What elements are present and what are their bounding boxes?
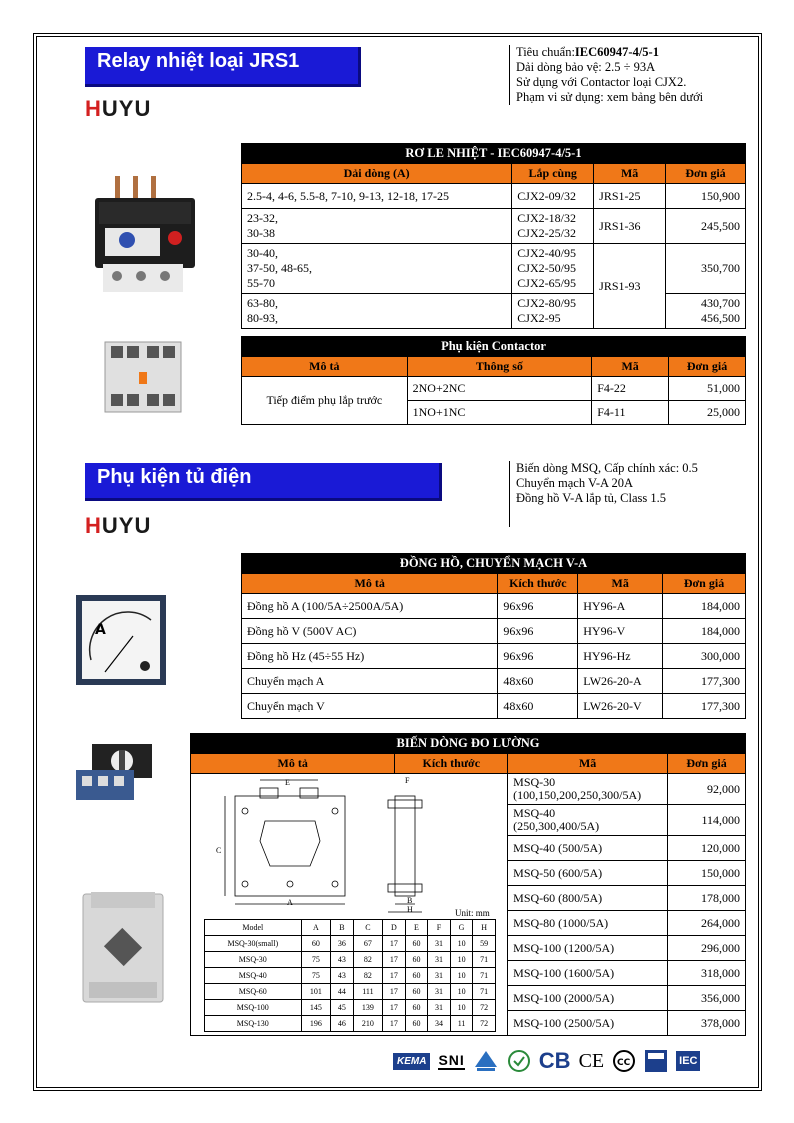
drawing-letter: H xyxy=(407,905,413,914)
meter-table: ĐỒNG HỒ, CHUYỂN MẠCH V-A Mô tả Kích thước Mã Đơn giá Đồng hồ A (100/5A÷2500A/5A) 96x96 HY96-A 184,000 Đồng hồ V (500V AC) 96x96 HY96-V 184,000 Đồng hồ Hz (45÷55 Hz) 96x96 HY96-Hz 300,000 Chuyển mạch A 48x60 LW26-20-A 177,300 Chuyển mạch V 48x60 LW26-20-V 177,300 xyxy=(241,553,746,719)
relay-info: Tiêu chuẩn:IEC60947-4/5-1 Dải dòng bảo vệ: 2.5 ÷ 93A Sử dụng với Contactor loại CJX2. Phạm vi sử dụng: xem bảng bên dưới xyxy=(509,45,749,105)
sni-logo: SNI xyxy=(438,1052,465,1068)
table-row: Chuyển mạch V 48x60 LW26-20-V 177,300 xyxy=(242,694,746,719)
table-row: Chuyển mạch A 48x60 LW26-20-A 177,300 xyxy=(242,669,746,694)
table-row: 30-40, 37-50, 48-65, 55-70 CJX2-40/95 CJX2-50/95 CJX2-65/95 JRS1-93 350,700 xyxy=(242,244,746,294)
drawing-letter: E xyxy=(285,778,290,787)
table-row: MSQ-100 (2500/5A) 378,000 xyxy=(191,1011,746,1036)
accessory-table: Phụ kiện Contactor Mô tả Thông số Mã Đơn giá Tiếp điểm phụ lắp trước 2NO+2NC F4-22 51,000 1NO+1NC F4-11 25,000 xyxy=(241,336,746,425)
ct-table-title: BIẾN DÒNG ĐO LƯỜNG xyxy=(191,734,746,754)
table-row: MSQ-30(small) 60 36 67 17 60 31 10 59 xyxy=(205,936,496,952)
table-row: 2.5-4, 4-6, 5.5-8, 7-10, 9-13, 12-18, 17-25 CJX2-09/32 JRS1-25 150,900 xyxy=(242,184,746,209)
ce-logo: CE xyxy=(578,1049,605,1072)
table-row: MSQ-100 (1600/5A) 318,000 xyxy=(191,961,746,986)
tuv-logo xyxy=(473,1049,499,1073)
col-fit-header: Lắp cùng xyxy=(512,164,594,184)
huyu-logo: HUYU xyxy=(85,513,152,538)
ct-dimensions-table: Model A B C D E F G H MSQ-30(small) 60 36 67 17 60 31 10 59 MSQ-30 75 43 82 17 60 31 10 71 MSQ-40 75 43 82 17 60 31 10 71 MSQ-60 101 44 111 17 60 31 10 71 MSQ-100 145 45 139 17 60 31 10 72 MSQ-130 196 46 210 17 60 34 11 72 xyxy=(204,919,496,1032)
table-row: MSQ-80 (1000/5A) 264,000 xyxy=(191,911,746,936)
ammeter-photo xyxy=(75,594,167,686)
relay-table xyxy=(241,143,746,329)
table-row: MSQ-40 (500/5A) 120,000 xyxy=(191,836,746,861)
selector-switch-photo xyxy=(72,740,156,804)
unit-label: Unit: mm xyxy=(455,908,490,918)
relay-banner: Relay nhiệt loại JRS1 xyxy=(85,47,361,87)
certification-logos xyxy=(393,1047,700,1075)
drawing-letter: B xyxy=(407,896,413,905)
table-row: MSQ-60 (800/5A) 178,000 xyxy=(191,886,746,911)
table-row: Đồng hồ A (100/5A÷2500A/5A) 96x96 HY96-A 184,000 xyxy=(242,594,746,619)
accessories-banner: Phụ kiện tủ điện xyxy=(85,463,442,501)
accessory-table-title: Phụ kiện Contactor xyxy=(242,337,746,357)
iecee-logo xyxy=(644,1049,668,1073)
table-row: MSQ-60 101 44 111 17 60 31 10 71 xyxy=(205,984,496,1000)
table-row: MSQ-130 196 46 210 17 60 34 11 72 xyxy=(205,1016,496,1032)
table-row: MSQ-100 (1200/5A) 296,000 xyxy=(191,936,746,961)
huyu-logo: HUYU xyxy=(85,96,152,121)
ct-technical-drawing xyxy=(200,776,500,916)
meter-table-title: ĐỒNG HỒ, CHUYỂN MẠCH V-A xyxy=(242,554,746,574)
svg-text:CC: CC xyxy=(617,1058,631,1068)
svg-text:A: A xyxy=(95,622,106,638)
table-row: MSQ-50 (600/5A) 150,000 xyxy=(191,861,746,886)
accessories-info: Biến dòng MSQ, Cấp chính xác: 0.5 Chuyển mạch V-A 20A Đồng hồ V-A lắp tủ, Class 1.5 xyxy=(509,461,749,527)
thermal-relay-photo xyxy=(85,176,210,294)
table-row: MSQ-40 75 43 82 17 60 31 10 71 xyxy=(205,968,496,984)
table-row: MSQ-30 75 43 82 17 60 31 10 71 xyxy=(205,952,496,968)
table-row: 23-32, 30-38 CJX2-18/32 CJX2-25/32 JRS1-36 245,500 xyxy=(242,209,746,244)
drawing-letter: A xyxy=(287,898,293,907)
table-row: Đồng hồ Hz (45÷55 Hz) 96x96 HY96-Hz 300,000 xyxy=(242,644,746,669)
cb-logo: CB xyxy=(538,1048,571,1073)
drawing-letter: C xyxy=(216,846,222,855)
table-row: Đồng hồ V (500V AC) 96x96 HY96-V 184,000 xyxy=(242,619,746,644)
table-row: MSQ-100 145 45 139 17 60 31 10 72 xyxy=(205,1000,496,1016)
kema-logo: KEMA xyxy=(393,1053,430,1070)
ct-table: BIẾN DÒNG ĐO LƯỜNG Mô tả Kích thước Mã Đơn giá MSQ-30 (100,150,200,250,300/5A) 92,000 MSQ-40 (250,300,400/5A) 114,000 MSQ-40 (500/5A) 120,000 MSQ-50 (600/5A) 150,000 MSQ-60 (800/5A) 178,000 MSQ-80 (1000/5A) 264,000 MSQ-100 (1200/5A) 296,000 MSQ-100 (1600/5A) 318,000 MSQ-100 (2000/5A) 356,000 MSQ-100 (2500/5A) 378,000 xyxy=(190,733,746,1036)
col-range-header: Dải dòng (A) xyxy=(242,164,512,184)
ccc-logo xyxy=(612,1049,636,1073)
drawing-letter: F xyxy=(405,776,410,785)
iec-logo: IEC xyxy=(676,1051,700,1071)
table-row: MSQ-40 (250,300,400/5A) 114,000 xyxy=(191,805,746,836)
table-row: 1NO+1NC F4-11 25,000 xyxy=(242,401,746,425)
table-row: Tiếp điểm phụ lắp trước 2NO+2NC F4-22 51,000 xyxy=(242,377,746,401)
relay-table-title: RƠ LE NHIỆT - IEC60947-4/5-1 xyxy=(242,144,746,164)
table-row: 63-80, 80-93, CJX2-80/95 CJX2-95 430,700 456,500 xyxy=(242,294,746,329)
aux-contact-photo xyxy=(103,340,183,414)
col-code-header: Mã xyxy=(594,164,666,184)
current-transformer-photo xyxy=(79,890,167,1006)
col-price-header: Đơn giá xyxy=(666,164,746,184)
table-row: MSQ-100 (2000/5A) 356,000 xyxy=(191,986,746,1011)
table-row: MSQ-30 (100,150,200,250,300/5A) 92,000 xyxy=(191,774,746,805)
check-mark-logo xyxy=(507,1049,531,1073)
